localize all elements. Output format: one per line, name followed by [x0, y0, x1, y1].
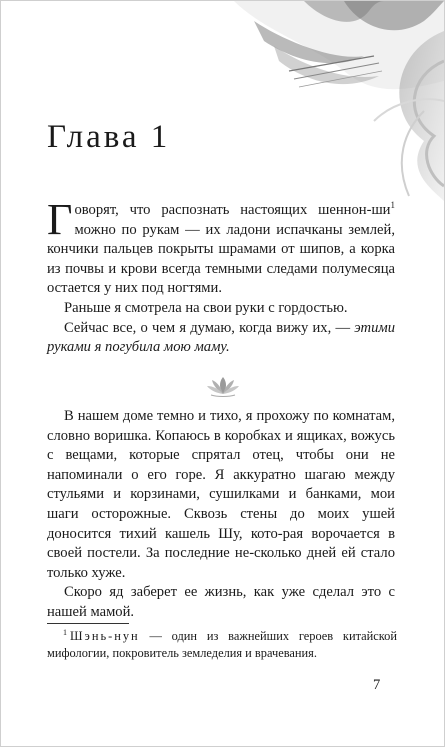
paragraph-1 — [47, 195, 395, 299]
drop-cap: Г — [47, 195, 73, 244]
footnote-divider — [47, 623, 129, 624]
chapter-title: Глава 1 — [47, 119, 171, 155]
paragraph-4: В нашем доме темно и тихо, я прохожу по комнатам, словно воришка. Копаюсь в коробках и ящиках, вожусь с вещами, которые спрятал отец, чтобы они не напоминали о его горе. Я аккуратно шагаю между стульями и корзинами, сушилками и банками, мои шаги осторожные. Сквозь стены до моих ушей доносится тихий кашель Шу, кото-рая ворочается в своей постели. За последние не-сколько дней ей стало только хуже. — [47, 408, 395, 581]
paragraph-3-italic: этими руками я погубила мою маму. — [47, 319, 395, 356]
text-block-house — [47, 407, 395, 623]
footnote-text: — один из важнейших героев китайской мифологии, покровитель земледелия и врачевания. — [47, 629, 397, 660]
footnote — [47, 628, 397, 662]
paragraph-1-text-b: можно по рукам — их ладони испачканы землей, кончики пальцев покрыты шрамами от шипов, а корка из почвы и крови всегда темными следами полумесяца остается у них под ногтями. — [47, 221, 395, 297]
paragraph-3 — [47, 319, 395, 358]
paragraph-2: Раньше я смотрела на свои руки с гордостью. — [64, 299, 348, 316]
footnote-number: 1 — [63, 627, 67, 637]
paragraph-1-text-a: оворят, что распознать настоящих шеннон-ши — [74, 202, 391, 218]
text-block-opening — [47, 195, 395, 358]
ink-wash-illustration — [194, 1, 444, 201]
paragraph-3-text: Сейчас все, о чем я думаю, когда вижу их, — — [64, 319, 355, 336]
paragraph-5: Скоро яд заберет ее жизнь, как уже сделал это с нашей мамой. — [47, 584, 395, 620]
page-number: 7 — [373, 677, 381, 693]
footnote-term: Шэнь-нун — [70, 629, 140, 643]
lotus-ornament-icon — [205, 374, 241, 398]
footnote-marker: 1 — [390, 200, 395, 211]
